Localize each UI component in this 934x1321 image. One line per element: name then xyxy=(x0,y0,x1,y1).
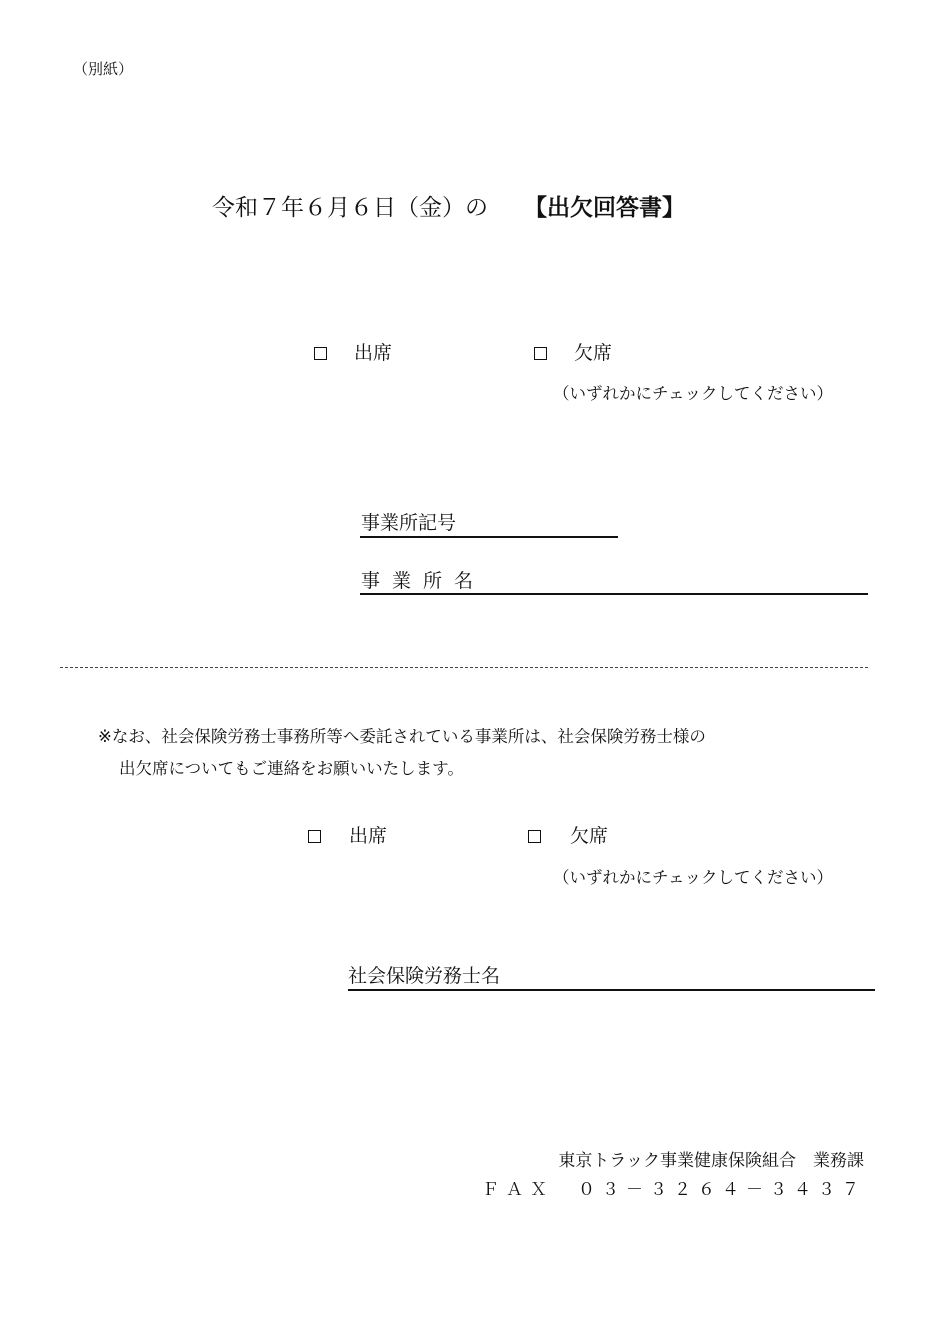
office-code-label: 事業所記号 xyxy=(361,512,457,534)
absent-checkbox[interactable] xyxy=(534,347,547,360)
title-date: 令和７年６月６日（金）の xyxy=(212,195,488,221)
section-divider xyxy=(60,667,868,668)
agent-name-field[interactable] xyxy=(348,989,875,991)
notice-line-1: ※なお、社会保険労務士事務所等へ委託されている事業所は、社会保険労務士様の xyxy=(98,727,706,746)
footer-organization: 東京トラック事業健康保険組合 業務課 xyxy=(558,1151,864,1171)
attachment-note: （別紙） xyxy=(73,60,134,78)
notice-line-2: 出欠席についてもご連絡をお願いいたします。 xyxy=(119,759,464,778)
agent-check-hint: （いずれかにチェックしてください） xyxy=(553,868,834,887)
attend-label: 出席 xyxy=(354,342,393,364)
office-name-field[interactable] xyxy=(360,593,868,595)
agent-attend-label: 出席 xyxy=(349,825,388,847)
office-code-field[interactable] xyxy=(360,536,618,538)
attend-checkbox[interactable] xyxy=(314,347,327,360)
footer-fax: ＦＡＸ ０３－３２６４－３４３７ xyxy=(482,1180,866,1200)
page-title xyxy=(212,197,685,220)
title-heading: 【出欠回答書】 xyxy=(524,195,685,221)
agent-attend-checkbox[interactable] xyxy=(308,830,321,843)
absent-label: 欠席 xyxy=(574,342,613,364)
agent-absent-label: 欠席 xyxy=(570,825,609,847)
office-name-label: 事業所名 xyxy=(361,570,486,592)
check-hint: （いずれかにチェックしてください） xyxy=(553,384,834,403)
agent-name-label: 社会保険労務士名 xyxy=(348,965,501,987)
agent-absent-checkbox[interactable] xyxy=(528,830,541,843)
